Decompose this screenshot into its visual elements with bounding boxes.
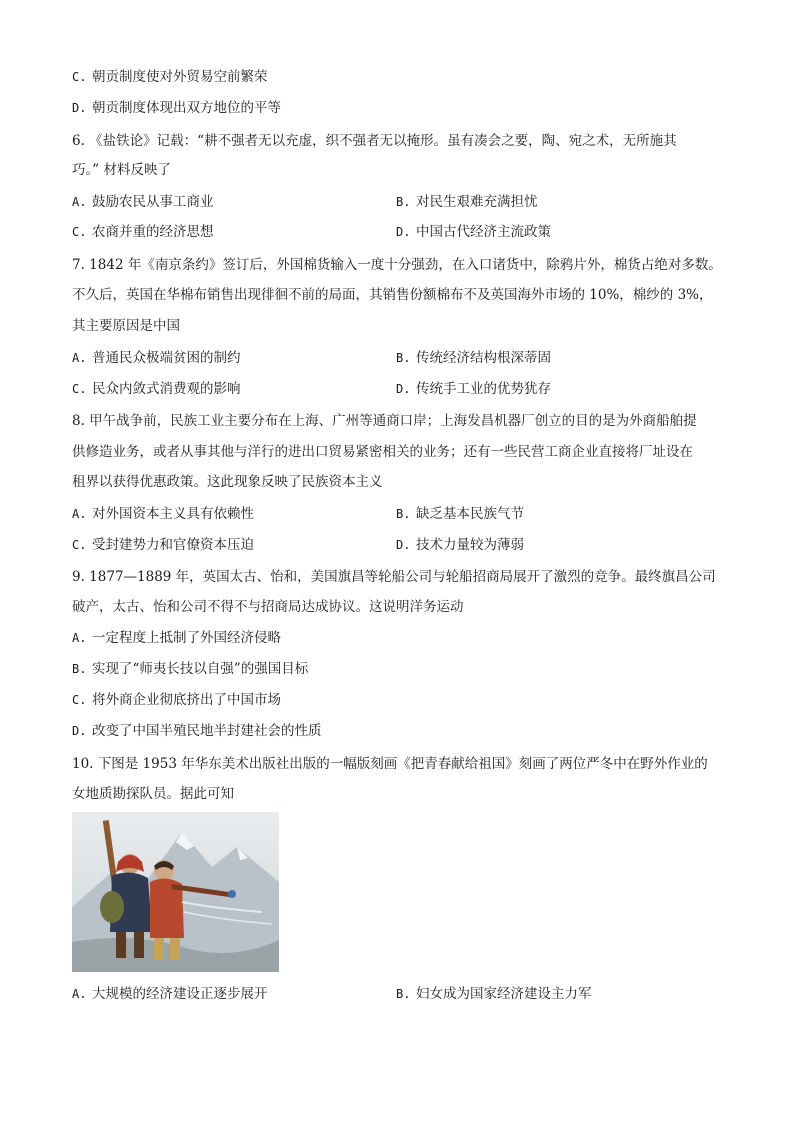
instrument-tip (228, 890, 236, 898)
q8-option-b[interactable]: B. 缺乏基本民族气节 (396, 506, 524, 522)
q6-option-d[interactable]: D. 中国古代经济主流政策 (396, 224, 551, 240)
surveyor-right-leg (154, 938, 164, 960)
q6-option-c[interactable]: C. 农商并重的经济思想 (72, 224, 214, 240)
q9-option-c[interactable]: C. 将外商企业彻底挤出了中国市场 (72, 692, 281, 708)
q10-stem-line-1: 10. 下图是 1953 年华东美术出版社出版的一幅版刻画《把青春献给祖国》刻画了两位严冬中在野外作业的 (72, 756, 708, 772)
surveyor-right-leg (170, 938, 180, 960)
surveyor-left-leg (134, 932, 144, 958)
q7-stem-line-2: 不久后，英国在华棉布销售出现徘徊不前的局面，其销售份额棉布不及英国海外市场的 10%，棉纱的 3%， (72, 287, 713, 303)
q6-option-b[interactable]: B. 对民生艰难充满担忧 (396, 194, 538, 210)
woodcut-illustration (72, 812, 279, 972)
q7-stem-line-3: 其主要原因是中国 (72, 318, 180, 334)
q5-option-c[interactable]: C. 朝贡制度使对外贸易空前繁荣 (72, 69, 268, 85)
q8-option-c[interactable]: C. 受封建势力和官僚资本压迫 (72, 537, 254, 553)
q5-option-d[interactable]: D. 朝贡制度体现出双方地位的平等 (72, 100, 281, 116)
q10-option-b[interactable]: B. 妇女成为国家经济建设主力军 (396, 986, 592, 1002)
q7-option-a[interactable]: A. 普通民众极端贫困的制约 (72, 350, 241, 366)
q8-stem-line-2: 供修造业务，或者从事其他与洋行的进出口贸易紧密相关的业务；还有一些民营工商企业直接将厂址设在 (72, 444, 693, 460)
q7-option-d[interactable]: D. 传统手工业的优势犹存 (396, 381, 551, 397)
q10-stem-line-2: 女地质勘探队员。据此可知 (72, 786, 234, 802)
q8-stem-line-3: 租界以获得优惠政策。这此现象反映了民族资本主义 (72, 474, 383, 490)
surveyor-left-leg (116, 932, 126, 958)
q6-stem-line-2: 巧。” 材料反映了 (72, 162, 171, 178)
q6-stem-line-1: 6. 《盐铁论》记载：“耕不强者无以充虚，织不强者无以掩形。虽有凑会之要，陶、宛之术，无所施其 (72, 133, 677, 149)
q9-option-a[interactable]: A. 一定程度上抵制了外国经济侵略 (72, 630, 281, 646)
q9-option-d[interactable]: D. 改变了中国半殖民地半封建社会的性质 (72, 723, 322, 739)
q7-option-b[interactable]: B. 传统经济结构根深蒂固 (396, 350, 551, 366)
q7-stem-line-1: 7. 1842 年《南京条约》签订后，外国棉货输入一度十分强劲，在入口诸货中，除鸦片外，棉货占绝对多数。 (72, 257, 722, 273)
q8-option-a[interactable]: A. 对外国资本主义具有依赖性 (72, 506, 254, 522)
q8-option-d[interactable]: D. 技术力量较为薄弱 (396, 537, 524, 553)
q10-option-a[interactable]: A. 大规模的经济建设正逐步展开 (72, 986, 268, 1002)
q7-option-c[interactable]: C. 民众内敛式消费观的影响 (72, 381, 241, 397)
q9-option-b[interactable]: B. 实现了“师夷长技以自强”的强国目标 (72, 661, 309, 677)
backpack (100, 891, 124, 923)
q9-stem-line-2: 破产，太古、怡和公司不得不与招商局达成协议。这说明洋务运动 (72, 599, 464, 615)
q6-option-a[interactable]: A. 鼓励农民从事工商业 (72, 194, 214, 210)
q8-stem-line-1: 8. 甲午战争前，民族工业主要分布在上海、广州等通商口岸；上海发昌机器厂创立的目的是为外商船舶提 (72, 413, 697, 429)
q9-stem-line-1: 9. 1877—1889 年，英国太古、怡和，美国旗昌等轮船公司与轮船招商局展开了激烈的竞争。最终旗昌公司 (72, 569, 716, 585)
